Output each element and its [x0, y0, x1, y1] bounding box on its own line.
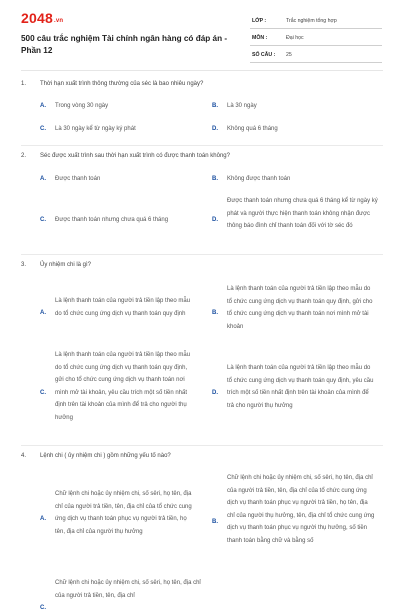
- option-letter: C.: [40, 217, 46, 223]
- option-text: Là lệnh thanh toán của người trả tiền lập theo mẫu do tổ chức cung ứng dịch vụ thanh toán quy định, gửi cho tổ chức cung ứng dịch vụ thanh toán nơi mình mở tài khoản: [227, 286, 373, 330]
- site-logo[interactable]: 2048.vn: [21, 10, 64, 26]
- option-letter: B.: [212, 103, 218, 109]
- meta-class-value: Trắc nghiệm tổng hợp: [286, 18, 337, 24]
- meta-count-row: [250, 48, 382, 63]
- option-letter: B.: [212, 519, 218, 525]
- document-meta: [250, 14, 382, 65]
- question-text: Thời hạn xuất trình thông thường của séc là bao nhiêu ngày?: [40, 81, 204, 87]
- meta-count-label: SỐ CÂU :: [252, 52, 276, 58]
- question-text: Séc được xuất trình sau thời hạn xuất trình có được thanh toán không?: [40, 153, 230, 159]
- document-header: [0, 0, 400, 70]
- option-letter: B.: [212, 176, 218, 182]
- option-letter: C.: [40, 390, 46, 396]
- meta-class-row: [250, 14, 382, 29]
- header-divider: [21, 70, 383, 71]
- option-letter: A.: [40, 516, 46, 522]
- option-text: Không được thanh toán: [227, 176, 291, 182]
- question-text: Lệnh chi ( ủy nhiệm chi ) gồm những yếu tố nào?: [40, 453, 171, 459]
- question-number: 1.: [21, 81, 27, 87]
- option-text: Là 30 ngày: [227, 103, 257, 109]
- option-text: Được thanh toán: [55, 176, 101, 182]
- option-text: Chữ lệnh chi hoặc ủy nhiệm chi, số sêri, họ tên, địa chỉ của người trả tiền, tên, địa chỉ của tổ chức cung ứng dịch vụ thanh toán phục vụ người trả tiền, họ tên, địa chỉ của người thụ hưởng: [55, 491, 192, 535]
- option-text: Là 30 ngày kể từ ngày ký phát: [55, 126, 136, 132]
- meta-subject-value: Đại học: [286, 35, 304, 41]
- option-text: Được thanh toán nhưng chưa quá 6 tháng kể từ ngày ký phát và người thực hiện thanh toán không nhận được thông báo đình chỉ thanh toán đối với tờ séc đó: [227, 198, 378, 229]
- document-title: 500 câu trắc nghiệm Tài chính ngân hàng có đáp án - Phần 12: [21, 34, 228, 55]
- option-text: Là lệnh thanh toán của người trả tiền lập theo mẫu do tổ chức cung ứng dịch vụ thanh toán quy định, yêu cầu trích một số tiền nhất định trên tài khoản của mình để trả cho người thụ hưởng: [227, 365, 374, 409]
- option-letter: D.: [212, 390, 218, 396]
- option-letter: C.: [40, 605, 46, 611]
- meta-subject-row: [250, 31, 382, 46]
- option-letter: A.: [40, 103, 46, 109]
- option-letter: D.: [212, 126, 218, 132]
- meta-class-label: LỚP :: [252, 18, 267, 24]
- question-text: Ủy nhiệm chi là gì?: [40, 262, 92, 268]
- question-number: 2.: [21, 153, 27, 159]
- option-text: Chữ lệnh chi hoặc ủy nhiệm chi, số sêri, họ tên, địa chỉ của người trả tiền, tên, địa chỉ: [55, 580, 201, 599]
- option-text: Chữ lệnh chi hoặc ủy nhiệm chi, số sêri, họ tên, địa chỉ của người trả tiền, tên, địa chỉ của tổ chức cung ứng dịch vụ thanh toán phục vụ người trả tiền, họ tên, địa chỉ của người thụ hưởng, tên, địa chỉ tổ chức cung ứng dịch vụ thanh toán phục vụ người thụ hưởng, số tiền thanh toán bằng chữ và bằng số: [227, 475, 375, 544]
- meta-subject-label: MÔN :: [252, 35, 268, 41]
- meta-count-value: 25: [286, 52, 292, 58]
- option-letter: D.: [212, 217, 218, 223]
- option-text: Là lệnh thanh toán của người trả tiền lập theo mẫu do tổ chức cung ứng dịch vụ thanh toán quy định: [55, 298, 191, 317]
- question-number: 3.: [21, 262, 27, 268]
- option-letter: A.: [40, 310, 46, 316]
- question-divider: [21, 254, 383, 255]
- question-divider: [21, 145, 383, 146]
- option-letter: B.: [212, 310, 218, 316]
- option-text: Được thanh toán nhưng chưa quá 6 tháng: [55, 217, 169, 223]
- option-text: Là lệnh thanh toán của người trả tiền lập theo mẫu do tổ chức cung ứng dịch vụ thanh toán quy định, gửi cho tổ chức cung ứng dịch vụ thanh toán nơi mình mở tài khoản, yêu cầu trích một số tiền nhất định trên tài khoản của mình để trả cho người thụ hưởng: [55, 352, 191, 421]
- question-divider: [21, 445, 383, 446]
- question-number: 4.: [21, 453, 27, 459]
- option-text: Trong vòng 30 ngày: [55, 103, 109, 109]
- option-text: Không quá 6 tháng: [227, 126, 278, 132]
- option-letter: C.: [40, 126, 46, 132]
- option-letter: A.: [40, 176, 46, 182]
